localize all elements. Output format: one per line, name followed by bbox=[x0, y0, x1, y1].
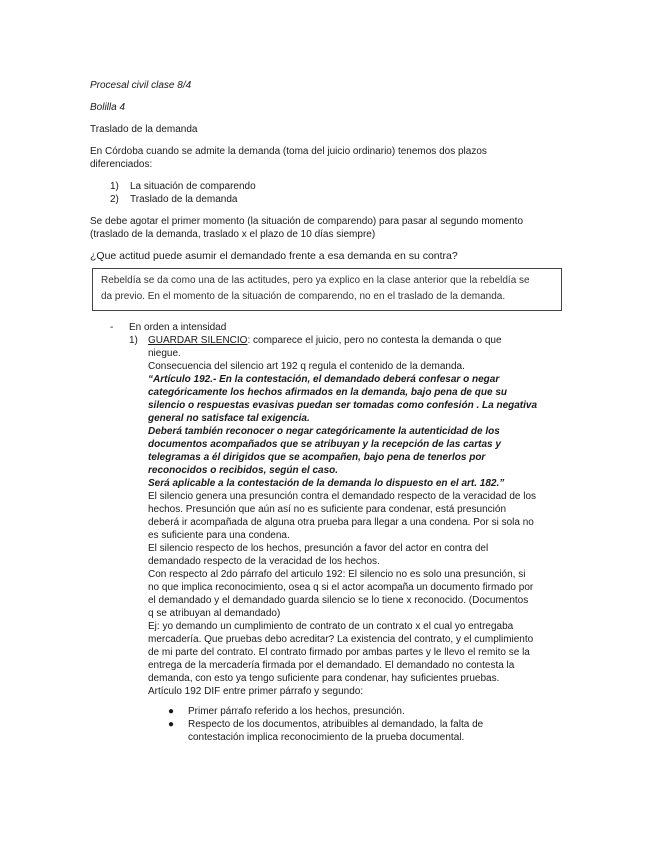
bullet-item bbox=[168, 705, 483, 718]
explanation-line: deberá ir acompañada de alguna otra prueba para llegar a una condena. Por si sola no bbox=[148, 517, 534, 528]
explanation-line: el demandado y el demandado guarda silencio se lo tiene x reconocido. (Documentos bbox=[148, 595, 529, 606]
class-heading: Procesal civil clase 8/4 bbox=[90, 80, 192, 91]
guardar-silencio-title: GUARDAR SILENCIO bbox=[148, 335, 248, 346]
note-box bbox=[92, 268, 562, 311]
article-quote-line: Deberá también reconocer o negar categóricamente la autenticidad de los bbox=[148, 426, 500, 437]
explanation-line: El silencio respecto de los hechos, presunción a favor del actor en contra del bbox=[148, 543, 489, 554]
explanation-line: mercadería. Que pruebas debo acreditar? La existencia del contrato, y el cumplimiento bbox=[148, 634, 534, 645]
article-quote-line: silencio o respuestas evasivas puedan ser tomadas como confesión . La negativa bbox=[148, 400, 538, 411]
silencio-section bbox=[148, 334, 578, 698]
unit-subheading: Bolilla 4 bbox=[90, 102, 126, 113]
article-quote-line: general no satisface tal exigencia. bbox=[148, 413, 310, 424]
list-text: La situación de comparendo bbox=[130, 181, 256, 192]
bullet-dot-icon: ● bbox=[168, 719, 175, 730]
question-line: ¿Que actitud puede asumir el demandado frente a esa demanda en su contra? bbox=[90, 250, 458, 262]
explanation-line: de mi parte del contrato. El contrato firmado por ambas partes y le llevo el remito se la bbox=[148, 647, 530, 658]
explanation-line: Artículo 192 DIF entre primer párrafo y segundo: bbox=[148, 686, 364, 697]
list-number: 1) bbox=[110, 181, 119, 192]
bullet-item bbox=[168, 718, 483, 731]
bullet-text: Respecto de los documentos, atribuibles al demandado, la falta de bbox=[188, 719, 484, 730]
article-quote-line: telegramas a él dirigidos que se acompañen, bajo pena de tenerlos por bbox=[148, 452, 486, 463]
bullet-continuation bbox=[168, 731, 483, 744]
article-quote-line: documentos acompañados que se atribuyan y la recepción de las cartas y bbox=[148, 439, 501, 450]
article-quote-line: reconocidos o recibidos, según el caso. bbox=[148, 465, 339, 476]
bullet-list bbox=[168, 705, 483, 744]
article-quote-line: categóricamente los hechos afirmados en la demanda, bajo pena de que su bbox=[148, 387, 507, 398]
explanation-line: demandado respecto de la veracidad de los hechos. bbox=[148, 556, 380, 567]
item-title-line bbox=[148, 334, 578, 347]
list-number: 1) bbox=[129, 335, 138, 346]
bullet-text: Primer párrafo referido a los hechos, presunción. bbox=[188, 706, 405, 717]
explanation-line: Con respecto al 2do párrafo del articulo 192: El silencio no es solo una presunción, si bbox=[148, 569, 526, 580]
list-item bbox=[110, 193, 237, 206]
article-quote-line: “Artículo 192.- En la contestación, el demandado deberá confesar o negar bbox=[148, 374, 500, 385]
list-number: 2) bbox=[110, 194, 119, 205]
explanation-line: es suficiente para una condena. bbox=[148, 530, 290, 541]
list-text: Traslado de la demanda bbox=[130, 194, 238, 205]
bullet-dot-icon: ● bbox=[168, 706, 175, 717]
item-title-rest: : comparece el juicio, pero no contesta la demanda o que bbox=[247, 335, 502, 346]
explanation-line: El silencio genera una presunción contra el demandado respecto de la veracidad de los bbox=[148, 491, 537, 502]
bullet-text: contestación implica reconocimiento de la prueba documental. bbox=[188, 732, 465, 743]
note-line: Rebeldía se da como una de las actitudes, pero ya explico en la clase anterior que la rebeldía se bbox=[101, 275, 530, 286]
text-line: En Córdoba cuando se admite la demanda (toma del juicio ordinario) tenemos dos plazos bbox=[90, 146, 487, 157]
article-quote-line: Será aplicable a la contestación de la demanda lo dispuesto en el art. 182.” bbox=[148, 478, 505, 489]
explanation-line: hechos. Presunción que aún así no es suficiente para condenar, está presunción bbox=[148, 504, 507, 515]
explanation-line: entrega de la mercadería firmada por el demandado. El demandado no contesta la bbox=[148, 660, 515, 671]
consecuencia-line: Consecuencia del silencio art 192 q regula el contenido de la demanda. bbox=[148, 361, 465, 372]
text-line: niegue. bbox=[148, 348, 181, 359]
dash-bullet: - bbox=[110, 322, 114, 333]
list-item bbox=[110, 180, 256, 193]
text-line: (traslado de la demanda, traslado x el plazo de 10 días siempre) bbox=[90, 229, 376, 240]
topic-title: Traslado de la demanda bbox=[90, 124, 198, 135]
explanation-line: demanda, con esto ya tengo suficiente para condenar, hay suficientes pruebas. bbox=[148, 673, 500, 684]
explanation-line: q se atribuyan al demandado) bbox=[148, 608, 281, 619]
intensity-label: En orden a intensidad bbox=[129, 322, 227, 333]
text-line: Se debe agotar el primer momento (la situación de comparendo) para pasar al segundo momento bbox=[90, 216, 524, 227]
explanation-line: Ej: yo demando un cumplimiento de contrato de un contrato x el cual yo entregaba bbox=[148, 621, 514, 632]
note-line: da previo. En el momento de la situación de comparendo, no en el traslado de la demanda. bbox=[101, 291, 506, 302]
explanation-line: no que implica reconocimiento, osea q si el actor acompaña un documento firmado por bbox=[148, 582, 534, 593]
text-line: diferenciados: bbox=[90, 159, 153, 170]
